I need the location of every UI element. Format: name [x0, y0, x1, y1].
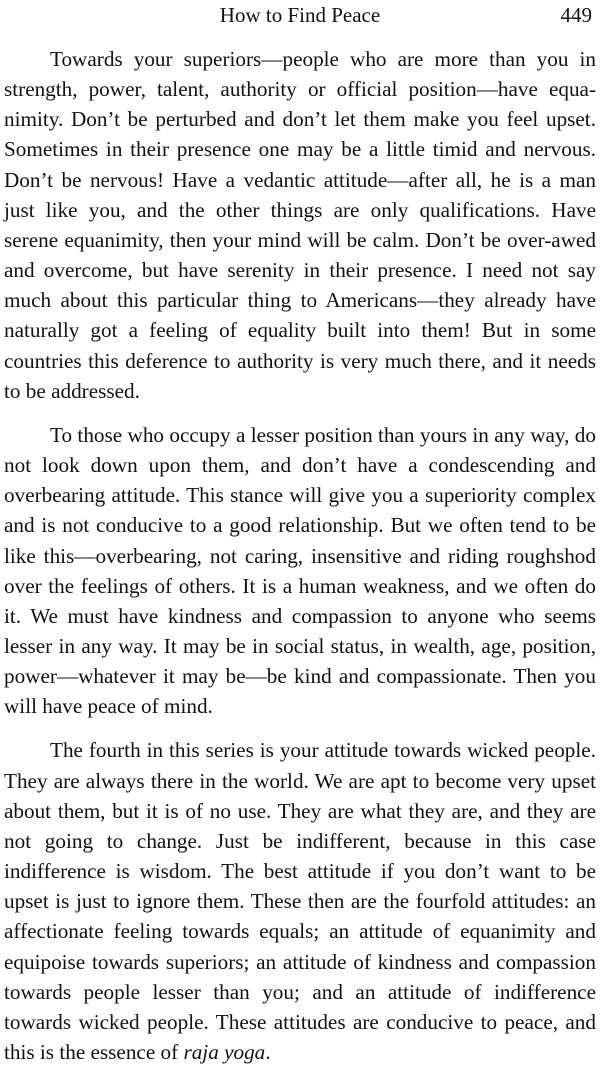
page-number: 449	[560, 3, 592, 27]
chapter-title: How to Find Peace	[219, 3, 381, 27]
paragraph-superiors: Towards your superiors—people who are more than you in strength, power, talent, authority or official position—have equanimity. Don’t be perturbed and don’t let them make you feel upset. Sometimes in their presence one may be a little timid and nervous. Don’t be nervous! Have a vedantic attitude—after all, he is a man just like you, and the other things are only qualifications. Have serene equanimity, then your mind will be calm. Don’t be over-awed and overcome, but have serenity in their presence. I need not say much about this particular thing to Americans—they already have naturally got a feeling of equality built into them! But in some countries this deference to authority is very much there, and it needs to be addressed.	[4, 47, 596, 403]
paragraph-wicked-people	[4, 735, 596, 1067]
paragraph-text: The fourth in this series is your attitude towards wicked people. They are always there in the world. We are apt to become very upset about them, but it is of no use. They are what they are, and they are not going to change. Just be indifferent, because in this case indifference is wisdom. The best attitude if you don’t want to be upset is just to ignore them. These then are the fourfold attitudes: an affectionate feeling towards equals; an attitude of equanimity and equipoise towards superiors; an attitude of kindness and compassion towards people lesser than you; and an attitude of indifference towards wicked people. These attitudes are conducive to peace, and this is the essence of	[4, 738, 596, 1064]
italic-term: raja yoga	[183, 1040, 266, 1064]
running-header	[0, 2, 600, 28]
paragraph-lesser-position: To those who occupy a lesser position than yours in any way, do not look down upon them, and don’t have a condescending and overbearing attitude. This stance will give you a superiority complex and is not conducive to a good relationship. But we often tend to be like this—overbearing, not caring, insensitive and riding roughshod over the feelings of others. It is a human weakness, and we often do it. We must have kindness and compassion to anyone who seems lesser in any way. It may be in social status, in wealth, age, position, power—whatever it may be—be kind and compassionate. Then you will have peace of mind.	[4, 422, 596, 719]
paragraph-end: .	[265, 1040, 271, 1064]
body-text	[4, 44, 596, 1067]
